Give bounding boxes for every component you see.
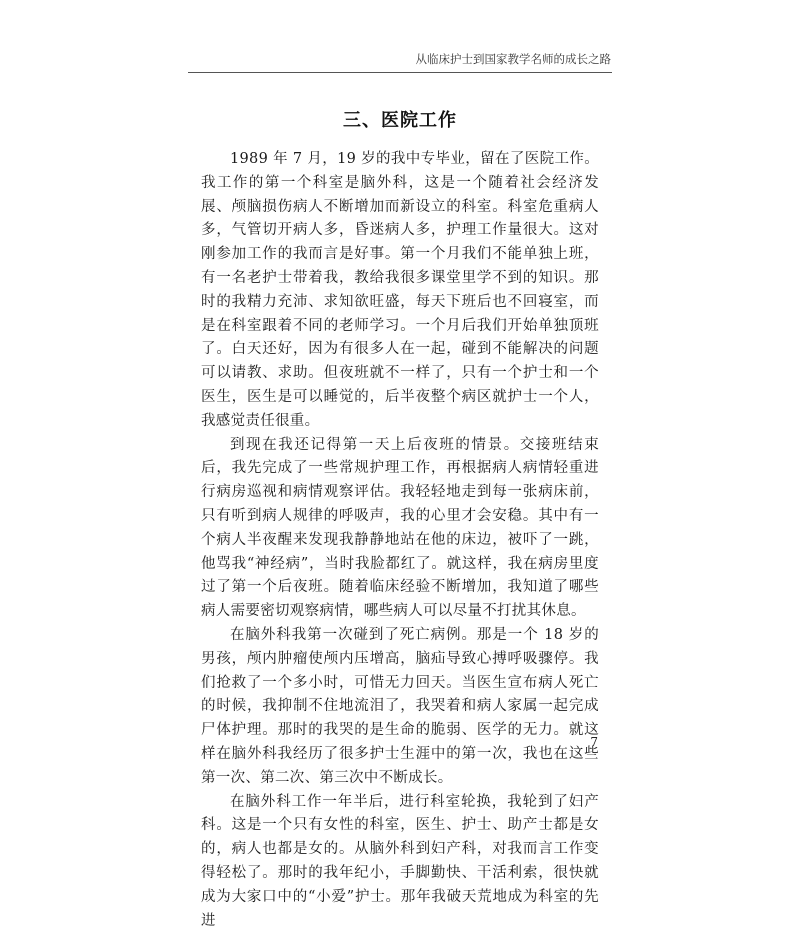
paragraph-1: 1989 年 7 月，19 岁的我中专毕业，留在了医院工作。我工作的第一个科室是脑外科，这是一个随着社会经济发展、颅脑损伤病人不断增加而新设立的科室。科室危重病人多，气管切开病人多，昏迷病人多，护理工作量很大。这对刚参加工作的我而言是好事。第一个月我们不能单独上班，有一名老护士带着我，教给我很多课堂里学不到的知识。那时的我精力充沛、求知欲旺盛，每天下班后也不回寝室，而是在科室跟着不同的老师学习。一个月后我们开始单独顶班了。白天还好，因为有很多人在一起，碰到不能解决的问题可以请教、求助。但夜班就不一样了，只有一个护士和一个医生，医生是可以睡觉的，后半夜整个病区就护士一个人，我感觉责任很重。: [201, 151, 599, 429]
paragraph-3: 在脑外科我第一次碰到了死亡病例。那是一个 18 岁的男孩，颅内肿瘤使颅内压增高，脑疝导致心搏呼吸骤停。我们抢救了一个多小时，可惜无力回天。当医生宣布病人死亡的时候，我抑制不住地流泪了，我哭着和病人家属一起完成尸体护理。那时的我哭的是生命的脆弱、医学的无力。就这样在脑外科我经历了很多护士生涯中的第一次，我也在这些第一次、第二次、第三次中不断成长。: [201, 626, 599, 786]
header-rule: [188, 72, 612, 73]
body-text: [201, 148, 599, 933]
running-head: 从临床护士到国家教学名师的成长之路: [415, 52, 611, 66]
paragraph-2: 到现在我还记得第一天上后夜班的情景。交接班结束后，我先完成了一些常规护理工作，再根据病人病情轻重进行病房巡视和病情观察评估。我轻轻地走到每一张病床前，只有听到病人规律的呼吸声，我的心里才会安稳。其中有一个病人半夜醒来发现我静静地站在他的床边，被吓了一跳，他骂我“神经病”，当时我脸都红了。就这样，我在病房里度过了第一个后夜班。随着临床经验不断增加，我知道了哪些病人需要密切观察病情，哪些病人可以尽量不打扰其休息。: [201, 436, 599, 620]
section-title: 三、医院工作: [343, 110, 457, 131]
paragraph-4: 在脑外科工作一年半后，进行科室轮换，我轮到了妇产科。这是一个只有女性的科室，医生、护士、助产士都是女的，病人也都是女的。从脑外科到妇产科，对我而言工作变得轻松了。那时的我年纪小，手脚勤快、干活利索，很快就成为大家口中的“小爱”护士。那年我破天荒地成为科室的先进: [201, 793, 599, 929]
page-number: 7: [590, 735, 598, 749]
